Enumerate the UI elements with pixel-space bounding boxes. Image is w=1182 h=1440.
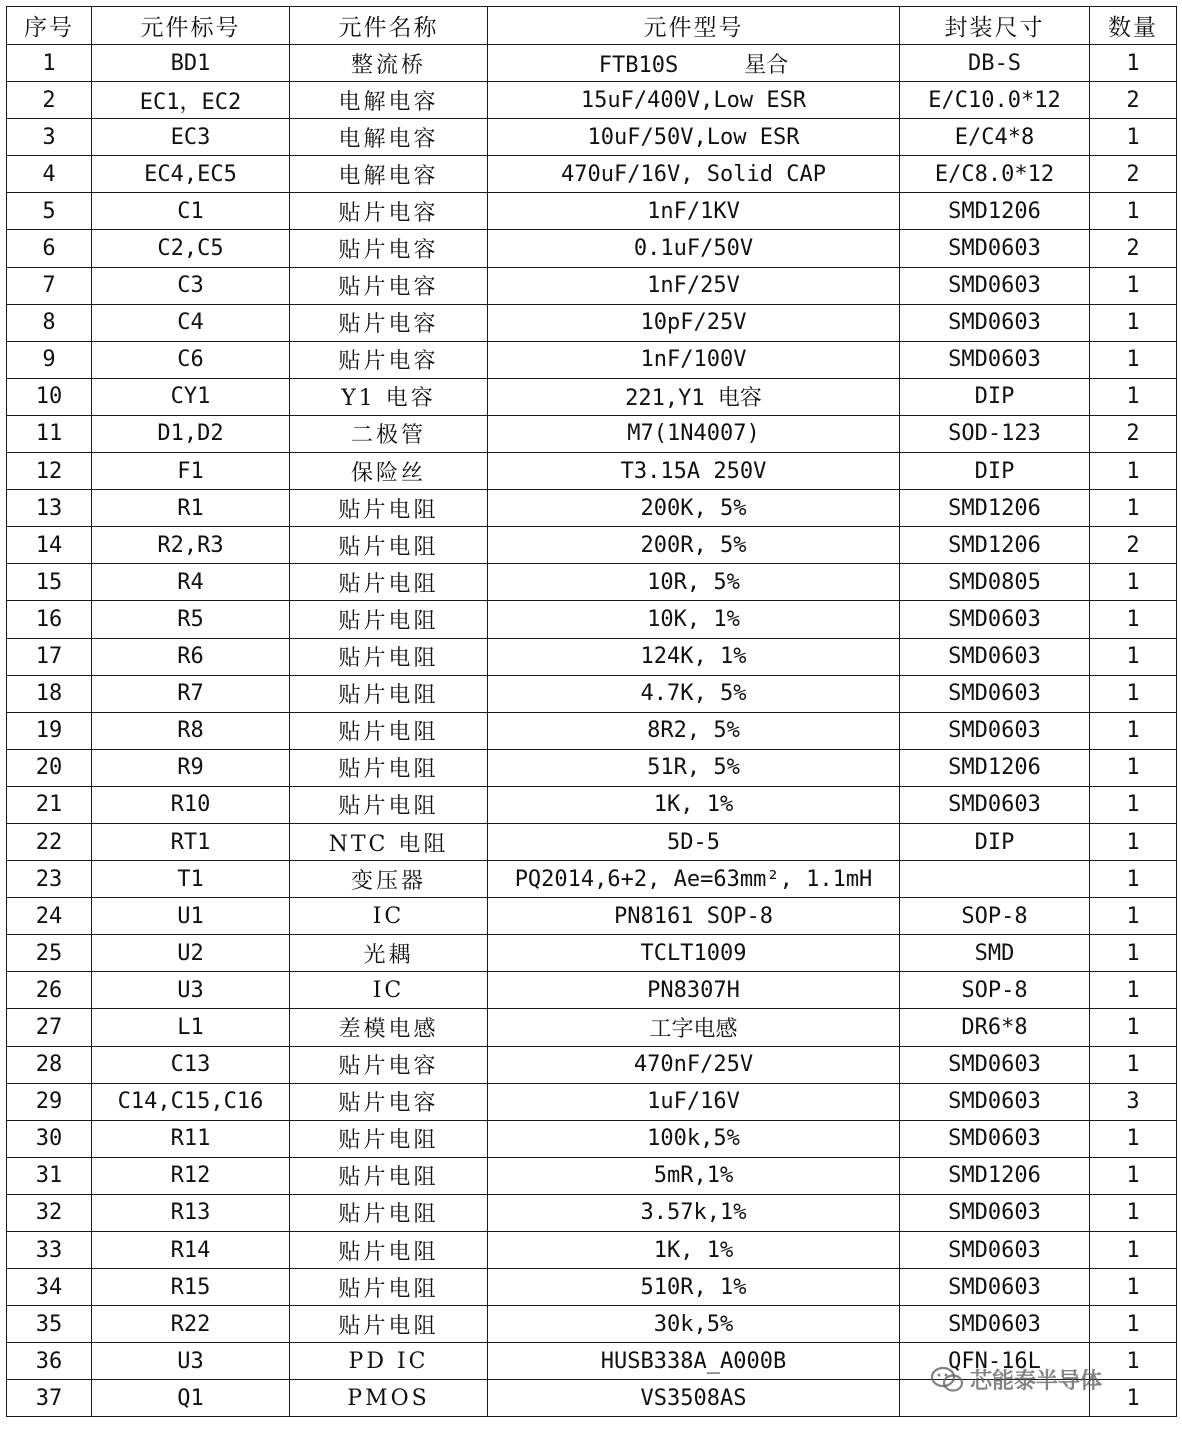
cell-model: 5mR,1% <box>488 1157 900 1194</box>
cell-package: SMD0603 <box>900 601 1090 638</box>
cell-name: 贴片电容 <box>290 230 488 267</box>
table-row <box>7 1194 1177 1231</box>
cell-qty: 1 <box>1090 786 1177 823</box>
cell-qty: 1 <box>1090 490 1177 527</box>
table-row <box>7 1380 1177 1417</box>
cell-index: 20 <box>7 749 92 786</box>
cell-name: 差模电感 <box>290 1009 488 1046</box>
cell-designator: L1 <box>92 1009 290 1046</box>
cell-qty: 1 <box>1090 1306 1177 1343</box>
cell-package: SMD0603 <box>900 675 1090 712</box>
table-row <box>7 1009 1177 1046</box>
cell-name: 二极管 <box>290 415 488 452</box>
table-row <box>7 193 1177 230</box>
table-row <box>7 1343 1177 1380</box>
cell-package: SMD0603 <box>900 1194 1090 1231</box>
table-row <box>7 453 1177 490</box>
cell-name: 贴片电阻 <box>290 712 488 749</box>
cell-name: 贴片电阻 <box>290 1157 488 1194</box>
cell-model: 4.7K, 5% <box>488 675 900 712</box>
cell-index: 19 <box>7 712 92 749</box>
cell-index: 29 <box>7 1083 92 1120</box>
cell-designator: R9 <box>92 749 290 786</box>
cell-model: 1nF/1KV <box>488 193 900 230</box>
cell-package: SMD0603 <box>900 1232 1090 1269</box>
cell-index: 8 <box>7 304 92 341</box>
cell-name: 保险丝 <box>290 453 488 490</box>
cell-package: SMD0603 <box>900 341 1090 378</box>
cell-qty: 1 <box>1090 638 1177 675</box>
cell-name: 贴片电阻 <box>290 1306 488 1343</box>
cell-qty: 1 <box>1090 1120 1177 1157</box>
cell-model: 8R2, 5% <box>488 712 900 749</box>
cell-qty: 1 <box>1090 972 1177 1009</box>
cell-model: 221,Y1 电容 <box>488 378 900 415</box>
table-row <box>7 341 1177 378</box>
cell-name: 贴片电容 <box>290 341 488 378</box>
table-row <box>7 1306 1177 1343</box>
cell-designator: R11 <box>92 1120 290 1157</box>
cell-designator: U3 <box>92 972 290 1009</box>
table-row <box>7 638 1177 675</box>
cell-designator: R10 <box>92 786 290 823</box>
cell-package: SMD0603 <box>900 230 1090 267</box>
cell-name: 贴片电容 <box>290 193 488 230</box>
table-row <box>7 601 1177 638</box>
cell-name: 贴片电阻 <box>290 786 488 823</box>
cell-name: 整流桥 <box>290 45 488 82</box>
cell-index: 31 <box>7 1157 92 1194</box>
cell-model: 10R, 5% <box>488 564 900 601</box>
cell-designator: D1,D2 <box>92 415 290 452</box>
cell-designator: CY1 <box>92 378 290 415</box>
cell-designator: EC4,EC5 <box>92 156 290 193</box>
cell-designator: BD1 <box>92 45 290 82</box>
cell-package: SMD0603 <box>900 1083 1090 1120</box>
table-row <box>7 564 1177 601</box>
cell-name: 贴片电阻 <box>290 749 488 786</box>
cell-designator: R7 <box>92 675 290 712</box>
cell-designator: F1 <box>92 453 290 490</box>
cell-model: T3.15A 250V <box>488 453 900 490</box>
cell-name: 贴片电阻 <box>290 490 488 527</box>
cell-index: 1 <box>7 45 92 82</box>
cell-model: FTB10S 星合 <box>488 45 900 82</box>
cell-index: 24 <box>7 898 92 935</box>
cell-package: DB-S <box>900 45 1090 82</box>
header-index: 序号 <box>7 7 92 45</box>
header-model: 元件型号 <box>488 7 900 45</box>
cell-index: 13 <box>7 490 92 527</box>
cell-qty: 1 <box>1090 564 1177 601</box>
cell-name: 贴片电阻 <box>290 564 488 601</box>
table-row <box>7 1269 1177 1306</box>
cell-designator: R14 <box>92 1232 290 1269</box>
table-row <box>7 45 1177 82</box>
cell-name: 贴片电阻 <box>290 675 488 712</box>
cell-index: 17 <box>7 638 92 675</box>
cell-designator: R1 <box>92 490 290 527</box>
cell-designator: Q1 <box>92 1380 290 1417</box>
cell-designator: R4 <box>92 564 290 601</box>
cell-model: PN8161 SOP-8 <box>488 898 900 935</box>
cell-model: 5D-5 <box>488 823 900 860</box>
table-row <box>7 712 1177 749</box>
cell-name: 贴片电阻 <box>290 527 488 564</box>
table-row <box>7 1083 1177 1120</box>
cell-index: 36 <box>7 1343 92 1380</box>
cell-designator: C2,C5 <box>92 230 290 267</box>
cell-name: 贴片电阻 <box>290 1232 488 1269</box>
cell-package: SMD1206 <box>900 193 1090 230</box>
cell-package: SMD0805 <box>900 564 1090 601</box>
cell-qty: 1 <box>1090 712 1177 749</box>
cell-model: 470uF/16V, Solid CAP <box>488 156 900 193</box>
table-row <box>7 749 1177 786</box>
cell-package: SOP-8 <box>900 972 1090 1009</box>
cell-package: SMD0603 <box>900 1306 1090 1343</box>
cell-designator: R2,R3 <box>92 527 290 564</box>
cell-model: 10pF/25V <box>488 304 900 341</box>
cell-name: 贴片电阻 <box>290 1269 488 1306</box>
table-row <box>7 119 1177 156</box>
cell-index: 14 <box>7 527 92 564</box>
cell-model: M7(1N4007) <box>488 415 900 452</box>
cell-designator: U2 <box>92 935 290 972</box>
cell-model: 51R, 5% <box>488 749 900 786</box>
cell-designator: T1 <box>92 861 290 898</box>
cell-name: Y1 电容 <box>290 378 488 415</box>
cell-qty: 1 <box>1090 1157 1177 1194</box>
cell-designator: U1 <box>92 898 290 935</box>
cell-name: 贴片电容 <box>290 1046 488 1083</box>
cell-designator: R6 <box>92 638 290 675</box>
table-row <box>7 1120 1177 1157</box>
cell-qty: 1 <box>1090 45 1177 82</box>
cell-package: E/C10.0*12 <box>900 82 1090 119</box>
cell-package: SMD <box>900 935 1090 972</box>
table-row <box>7 898 1177 935</box>
cell-package: SMD0603 <box>900 712 1090 749</box>
cell-qty: 2 <box>1090 230 1177 267</box>
cell-qty: 1 <box>1090 601 1177 638</box>
cell-name: 贴片电阻 <box>290 601 488 638</box>
cell-designator: C3 <box>92 267 290 304</box>
table-row <box>7 823 1177 860</box>
cell-name: PD IC <box>290 1343 488 1380</box>
cell-model: HUSB338A_A000B <box>488 1343 900 1380</box>
cell-name: 贴片电容 <box>290 267 488 304</box>
cell-name: 电解电容 <box>290 82 488 119</box>
cell-model: PN8307H <box>488 972 900 1009</box>
cell-designator: C13 <box>92 1046 290 1083</box>
cell-model: PQ2014,6+2, Ae=63mm², 1.1mH <box>488 861 900 898</box>
cell-index: 26 <box>7 972 92 1009</box>
cell-package: SOD-123 <box>900 415 1090 452</box>
cell-qty: 2 <box>1090 527 1177 564</box>
cell-name: 贴片电阻 <box>290 1194 488 1231</box>
table-row <box>7 935 1177 972</box>
cell-model: 1nF/25V <box>488 267 900 304</box>
cell-package: SMD0603 <box>900 267 1090 304</box>
cell-package: E/C8.0*12 <box>900 156 1090 193</box>
cell-model: 200R, 5% <box>488 527 900 564</box>
cell-index: 18 <box>7 675 92 712</box>
cell-model: 124K, 1% <box>488 638 900 675</box>
cell-model: 10K, 1% <box>488 601 900 638</box>
cell-qty: 1 <box>1090 823 1177 860</box>
bom-table <box>6 6 1177 1417</box>
cell-qty: 1 <box>1090 861 1177 898</box>
table-row <box>7 378 1177 415</box>
cell-model: 10uF/50V,Low ESR <box>488 119 900 156</box>
cell-index: 34 <box>7 1269 92 1306</box>
cell-qty: 2 <box>1090 82 1177 119</box>
table-row <box>7 972 1177 1009</box>
cell-name: PMOS <box>290 1380 488 1417</box>
cell-package: SMD0603 <box>900 304 1090 341</box>
cell-index: 15 <box>7 564 92 601</box>
bom-body <box>7 45 1177 1417</box>
cell-designator: R5 <box>92 601 290 638</box>
cell-package: SMD1206 <box>900 490 1090 527</box>
table-row <box>7 861 1177 898</box>
cell-qty: 2 <box>1090 415 1177 452</box>
cell-index: 7 <box>7 267 92 304</box>
cell-qty: 1 <box>1090 1194 1177 1231</box>
cell-qty: 1 <box>1090 341 1177 378</box>
cell-name: 电解电容 <box>290 156 488 193</box>
cell-qty: 1 <box>1090 378 1177 415</box>
cell-qty: 1 <box>1090 267 1177 304</box>
cell-designator: R22 <box>92 1306 290 1343</box>
cell-name: IC <box>290 972 488 1009</box>
cell-package: SMD1206 <box>900 1157 1090 1194</box>
cell-designator: RT1 <box>92 823 290 860</box>
cell-name: NTC 电阻 <box>290 823 488 860</box>
cell-index: 3 <box>7 119 92 156</box>
cell-index: 27 <box>7 1009 92 1046</box>
cell-designator: C14,C15,C16 <box>92 1083 290 1120</box>
cell-name: 变压器 <box>290 861 488 898</box>
cell-name: 电解电容 <box>290 119 488 156</box>
cell-model: 1K, 1% <box>488 1232 900 1269</box>
cell-package: SMD0603 <box>900 1046 1090 1083</box>
cell-name: 贴片电阻 <box>290 1120 488 1157</box>
cell-designator: EC1，EC2 <box>92 82 290 119</box>
cell-designator: C4 <box>92 304 290 341</box>
header-name: 元件名称 <box>290 7 488 45</box>
cell-model: VS3508AS <box>488 1380 900 1417</box>
cell-package: SMD0603 <box>900 638 1090 675</box>
cell-name: 贴片电容 <box>290 1083 488 1120</box>
cell-designator: C6 <box>92 341 290 378</box>
cell-model: 3.57k,1% <box>488 1194 900 1231</box>
cell-qty: 1 <box>1090 898 1177 935</box>
cell-index: 37 <box>7 1380 92 1417</box>
cell-qty: 1 <box>1090 193 1177 230</box>
watermark-text: 芯能泰半导体 <box>970 1369 1103 1394</box>
cell-name: 贴片电阻 <box>290 638 488 675</box>
table-row <box>7 786 1177 823</box>
table-row <box>7 415 1177 452</box>
cell-package: DIP <box>900 378 1090 415</box>
cell-package <box>900 861 1090 898</box>
cell-model: 1K, 1% <box>488 786 900 823</box>
table-row <box>7 490 1177 527</box>
cell-package: DR6*8 <box>900 1009 1090 1046</box>
cell-index: 2 <box>7 82 92 119</box>
cell-model: 15uF/400V,Low ESR <box>488 82 900 119</box>
cell-index: 25 <box>7 935 92 972</box>
cell-designator: R15 <box>92 1269 290 1306</box>
cell-qty: 2 <box>1090 156 1177 193</box>
cell-package: DIP <box>900 823 1090 860</box>
header-designator: 元件标号 <box>92 7 290 45</box>
cell-index: 11 <box>7 415 92 452</box>
cell-qty: 1 <box>1090 935 1177 972</box>
cell-model: 200K, 5% <box>488 490 900 527</box>
table-row <box>7 1046 1177 1083</box>
cell-model: TCLT1009 <box>488 935 900 972</box>
cell-name: IC <box>290 898 488 935</box>
cell-package: SMD0603 <box>900 1269 1090 1306</box>
cell-qty: 1 <box>1090 1046 1177 1083</box>
cell-name: 光耦 <box>290 935 488 972</box>
cell-index: 21 <box>7 786 92 823</box>
cell-package: SMD0603 <box>900 1120 1090 1157</box>
cell-designator: C1 <box>92 193 290 230</box>
table-row <box>7 527 1177 564</box>
cell-package: E/C4*8 <box>900 119 1090 156</box>
cell-index: 12 <box>7 453 92 490</box>
table-row <box>7 1232 1177 1269</box>
cell-index: 30 <box>7 1120 92 1157</box>
cell-index: 32 <box>7 1194 92 1231</box>
cell-package: SMD1206 <box>900 749 1090 786</box>
cell-model: 30k,5% <box>488 1306 900 1343</box>
cell-designator: R8 <box>92 712 290 749</box>
table-row <box>7 675 1177 712</box>
table-row <box>7 230 1177 267</box>
cell-qty: 1 <box>1090 1343 1177 1380</box>
cell-qty: 1 <box>1090 453 1177 490</box>
table-row <box>7 304 1177 341</box>
cell-model: 510R, 1% <box>488 1269 900 1306</box>
header-qty: 数量 <box>1090 7 1177 45</box>
cell-qty: 1 <box>1090 119 1177 156</box>
cell-package: SMD1206 <box>900 527 1090 564</box>
cell-model: 1uF/16V <box>488 1083 900 1120</box>
header-row <box>7 7 1177 45</box>
cell-model: 0.1uF/50V <box>488 230 900 267</box>
cell-model: 1nF/100V <box>488 341 900 378</box>
cell-designator: R13 <box>92 1194 290 1231</box>
table-row <box>7 82 1177 119</box>
cell-model: 工字电感 <box>488 1009 900 1046</box>
cell-package: DIP <box>900 453 1090 490</box>
cell-index: 28 <box>7 1046 92 1083</box>
cell-qty: 1 <box>1090 1269 1177 1306</box>
cell-index: 5 <box>7 193 92 230</box>
cell-index: 22 <box>7 823 92 860</box>
cell-qty: 1 <box>1090 1009 1177 1046</box>
cell-package <box>900 1380 1090 1417</box>
cell-package: QFN-16L <box>900 1343 1090 1380</box>
cell-index: 16 <box>7 601 92 638</box>
cell-model: 470nF/25V <box>488 1046 900 1083</box>
cell-name: 贴片电容 <box>290 304 488 341</box>
cell-qty: 1 <box>1090 675 1177 712</box>
cell-index: 35 <box>7 1306 92 1343</box>
cell-index: 4 <box>7 156 92 193</box>
cell-package: SMD0603 <box>900 786 1090 823</box>
cell-index: 9 <box>7 341 92 378</box>
cell-index: 10 <box>7 378 92 415</box>
table-row <box>7 156 1177 193</box>
cell-index: 23 <box>7 861 92 898</box>
cell-index: 6 <box>7 230 92 267</box>
cell-qty: 3 <box>1090 1083 1177 1120</box>
cell-qty: 1 <box>1090 1380 1177 1417</box>
cell-qty: 1 <box>1090 1232 1177 1269</box>
cell-designator: R12 <box>92 1157 290 1194</box>
table-row <box>7 1157 1177 1194</box>
cell-package: SOP-8 <box>900 898 1090 935</box>
cell-model: 100k,5% <box>488 1120 900 1157</box>
cell-qty: 1 <box>1090 304 1177 341</box>
table-row <box>7 267 1177 304</box>
header-package: 封装尺寸 <box>900 7 1090 45</box>
cell-designator: U3 <box>92 1343 290 1380</box>
cell-qty: 1 <box>1090 749 1177 786</box>
cell-index: 33 <box>7 1232 92 1269</box>
cell-designator: EC3 <box>92 119 290 156</box>
